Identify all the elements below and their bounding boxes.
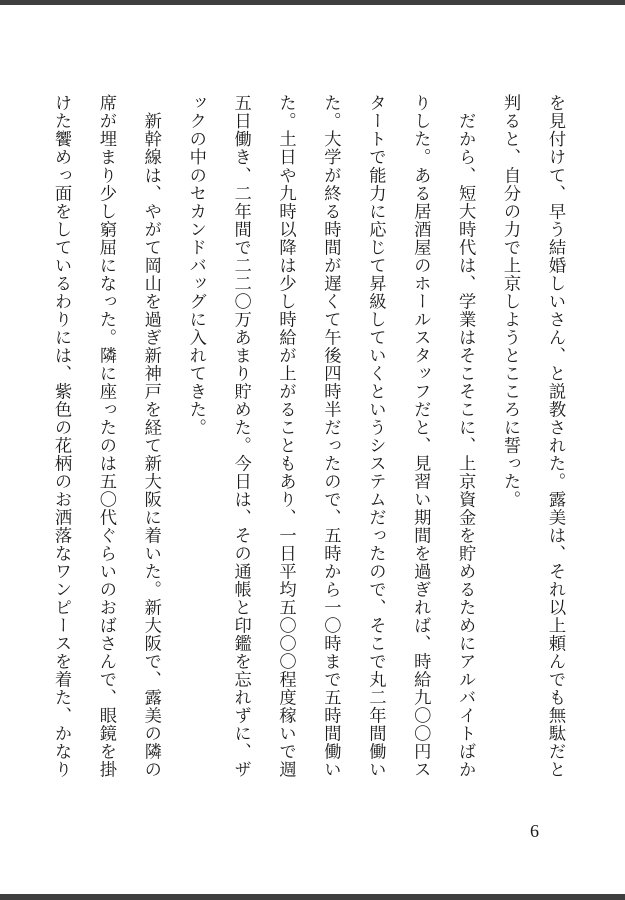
text-line: 席が埋まり少し窮屈になった。隣に座ったのは五〇代ぐらいのおばさんで、眼鏡を掛 [95,94,116,779]
text-line: ックの中のセカンドバッグに入れてきた。 [185,94,206,437]
text-line: だから、短大時代は、学業はそこそこに、上京資金を貯めるためにアルバイトばか [455,94,476,779]
text-line: 五日働き、二年間で二二〇万あまり貯めた。今日は、その通帳と印鑑を忘れずに、ザ [230,94,251,779]
text-line: タートで能力に応じて昇級していくというシステムだったので、そこで丸二年間働い [365,94,386,779]
text-line: た。土日や九時以降は少し時給が上がることもあり、一日平均五〇〇〇程度稼いで週 [275,94,296,779]
text-line: を見付けて、早う結婚しいさん、と説教された。露美は、それ以上頼んでも無駄だと [544,94,565,779]
bottom-border [0,894,625,900]
top-border [0,0,625,5]
text-line: りした。ある居酒屋のホールスタッフだと、見習い期間を過ぎれば、時給九〇〇円ス [410,94,431,779]
text-line: けた饗めっ面をしているわりには、紫色の花柄のお洒落なワンピースを着た、かなり [51,94,71,779]
text-line: 新幹線は、やがて岡山を過ぎ新神戸を経て新大阪に着いた。新大阪で、露美の隣の [140,94,161,779]
text-line: た。大学が終る時間が遅くて午後四時半だったので、五時から一〇時まで五時間働い [320,94,341,779]
text-line: 判ると、自分の力で上京しようとこころに誓った。 [500,94,521,509]
vertical-text-body [49,94,567,806]
page-number: 6 [530,821,539,841]
